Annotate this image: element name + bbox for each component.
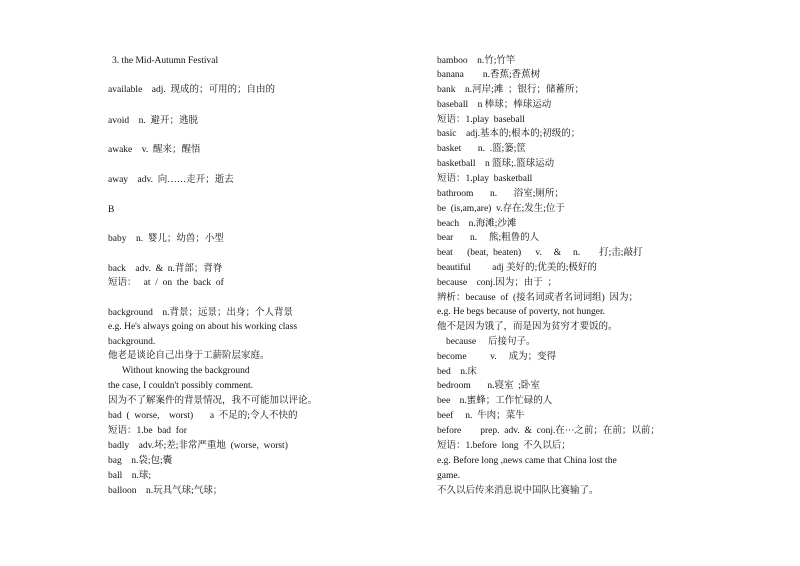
right-column-line: game.: [437, 471, 460, 481]
left-column-line: 短语： at / on the back of: [108, 278, 224, 288]
left-column-line: background.: [108, 337, 156, 347]
right-column-line: basketball n 篮球;.篮球运动: [437, 159, 555, 169]
right-column-line: beach n.海滩;沙滩: [437, 219, 517, 229]
left-column-line: bad ( worse, worst) a 不足的;令人不快的: [108, 411, 298, 421]
right-column-line: 短语：1.before long 不久以后；: [437, 441, 571, 451]
right-column-line: become v. 成为；变得: [437, 352, 557, 362]
right-column-line: 辨析：because of (接名词或者名词词组) 因为；: [437, 293, 639, 303]
left-column-line: avoid n. 避开；逃脱: [108, 116, 198, 126]
right-column-line: 不久以后传来消息说中国队比赛输了。: [437, 486, 599, 496]
right-column-line: e.g. Before long ,news came that China lost the: [437, 456, 617, 466]
left-column-line: badly adv.坏;差;非常严重地 (worse, worst): [108, 441, 288, 451]
left-column-line: 因为不了解案件的背景情况，我不可能加以评论。: [108, 396, 318, 406]
left-column-line: 他老是谈论自己出身于工薪阶层家庭。: [108, 351, 270, 361]
left-column-line: Without knowing the background: [122, 366, 250, 376]
left-column-line: the case, I couldn't possibly comment.: [108, 381, 253, 391]
right-column-line: e.g. He begs because of poverty, not hunger.: [437, 307, 605, 317]
left-column-line: e.g. He's always going on about his working class: [108, 322, 298, 332]
right-column-line: bed n.床: [437, 367, 477, 377]
right-column-line: baseball n 棒球；棒球运动: [437, 100, 552, 110]
right-column-line: banana n.香蕉;香蕉树: [437, 70, 541, 80]
right-column-line: basic adj.基本的;根本的;初级的；: [437, 129, 581, 139]
right-column-line: bank n.河岸;滩 ；银行；储蓄所；: [437, 85, 584, 95]
left-column-line: away adv. 向……走开；逝去: [108, 175, 234, 185]
left-column-line: bag n.袋;包;囊: [108, 456, 173, 466]
left-column-line: back adv. & n.背部；背脊: [108, 264, 223, 274]
left-column-line: awake v. 醒来；醒悟: [108, 145, 201, 155]
left-column-line: 3. the Mid-Autumn Festival: [112, 56, 219, 66]
right-column-line: bedroom n.寝室 ;卧室: [437, 381, 540, 391]
right-column-line: 他不是因为饿了，而是因为贫穷才要饭的。: [437, 322, 618, 332]
left-column-line: available adj. 现成的；可用的；自由的: [108, 85, 276, 95]
left-column-line: background n.背景；远景；出身；个人背景: [108, 308, 293, 318]
right-column-line: 短语：1.play basketball: [437, 174, 533, 184]
right-column-line: bathroom n. 浴室;厕所；: [437, 189, 564, 199]
left-column-line: 短语：1.be bad for: [108, 426, 187, 436]
right-column-line: before prep. adv. & conj.在···之前；在前；以前；: [437, 426, 660, 436]
right-column-line: be (is,am,are) v.存在;发生;位于: [437, 204, 565, 214]
left-column-line: B: [108, 205, 115, 215]
right-column-line: 短语：1.play baseball: [437, 115, 525, 125]
right-column-line: beef n. 牛肉；菜牛: [437, 411, 525, 421]
right-column-line: because conj.因为；由于 ；: [437, 278, 558, 288]
right-column-line: bear n. 熊;粗鲁的人: [437, 233, 540, 243]
left-column-line: baby n. 婴儿；幼兽；小型: [108, 234, 224, 244]
left-column-line: balloon n.玩具气球;气球；: [108, 486, 223, 496]
right-column-line: because 后接句子。: [446, 337, 536, 347]
right-column-line: basket n. .篮;篓;筐: [437, 144, 526, 154]
right-column-line: bamboo n.竹;竹竿: [437, 56, 516, 66]
right-column-line: beautiful adj 美好的;优美的;极好的: [437, 263, 597, 273]
right-column-line: beat (beat, beaten) v. & n. 打;击;敲打: [437, 248, 643, 258]
right-column-line: bee n.蜜蜂；工作忙碌的人: [437, 396, 553, 406]
left-column-line: ball n.球;: [108, 471, 152, 481]
